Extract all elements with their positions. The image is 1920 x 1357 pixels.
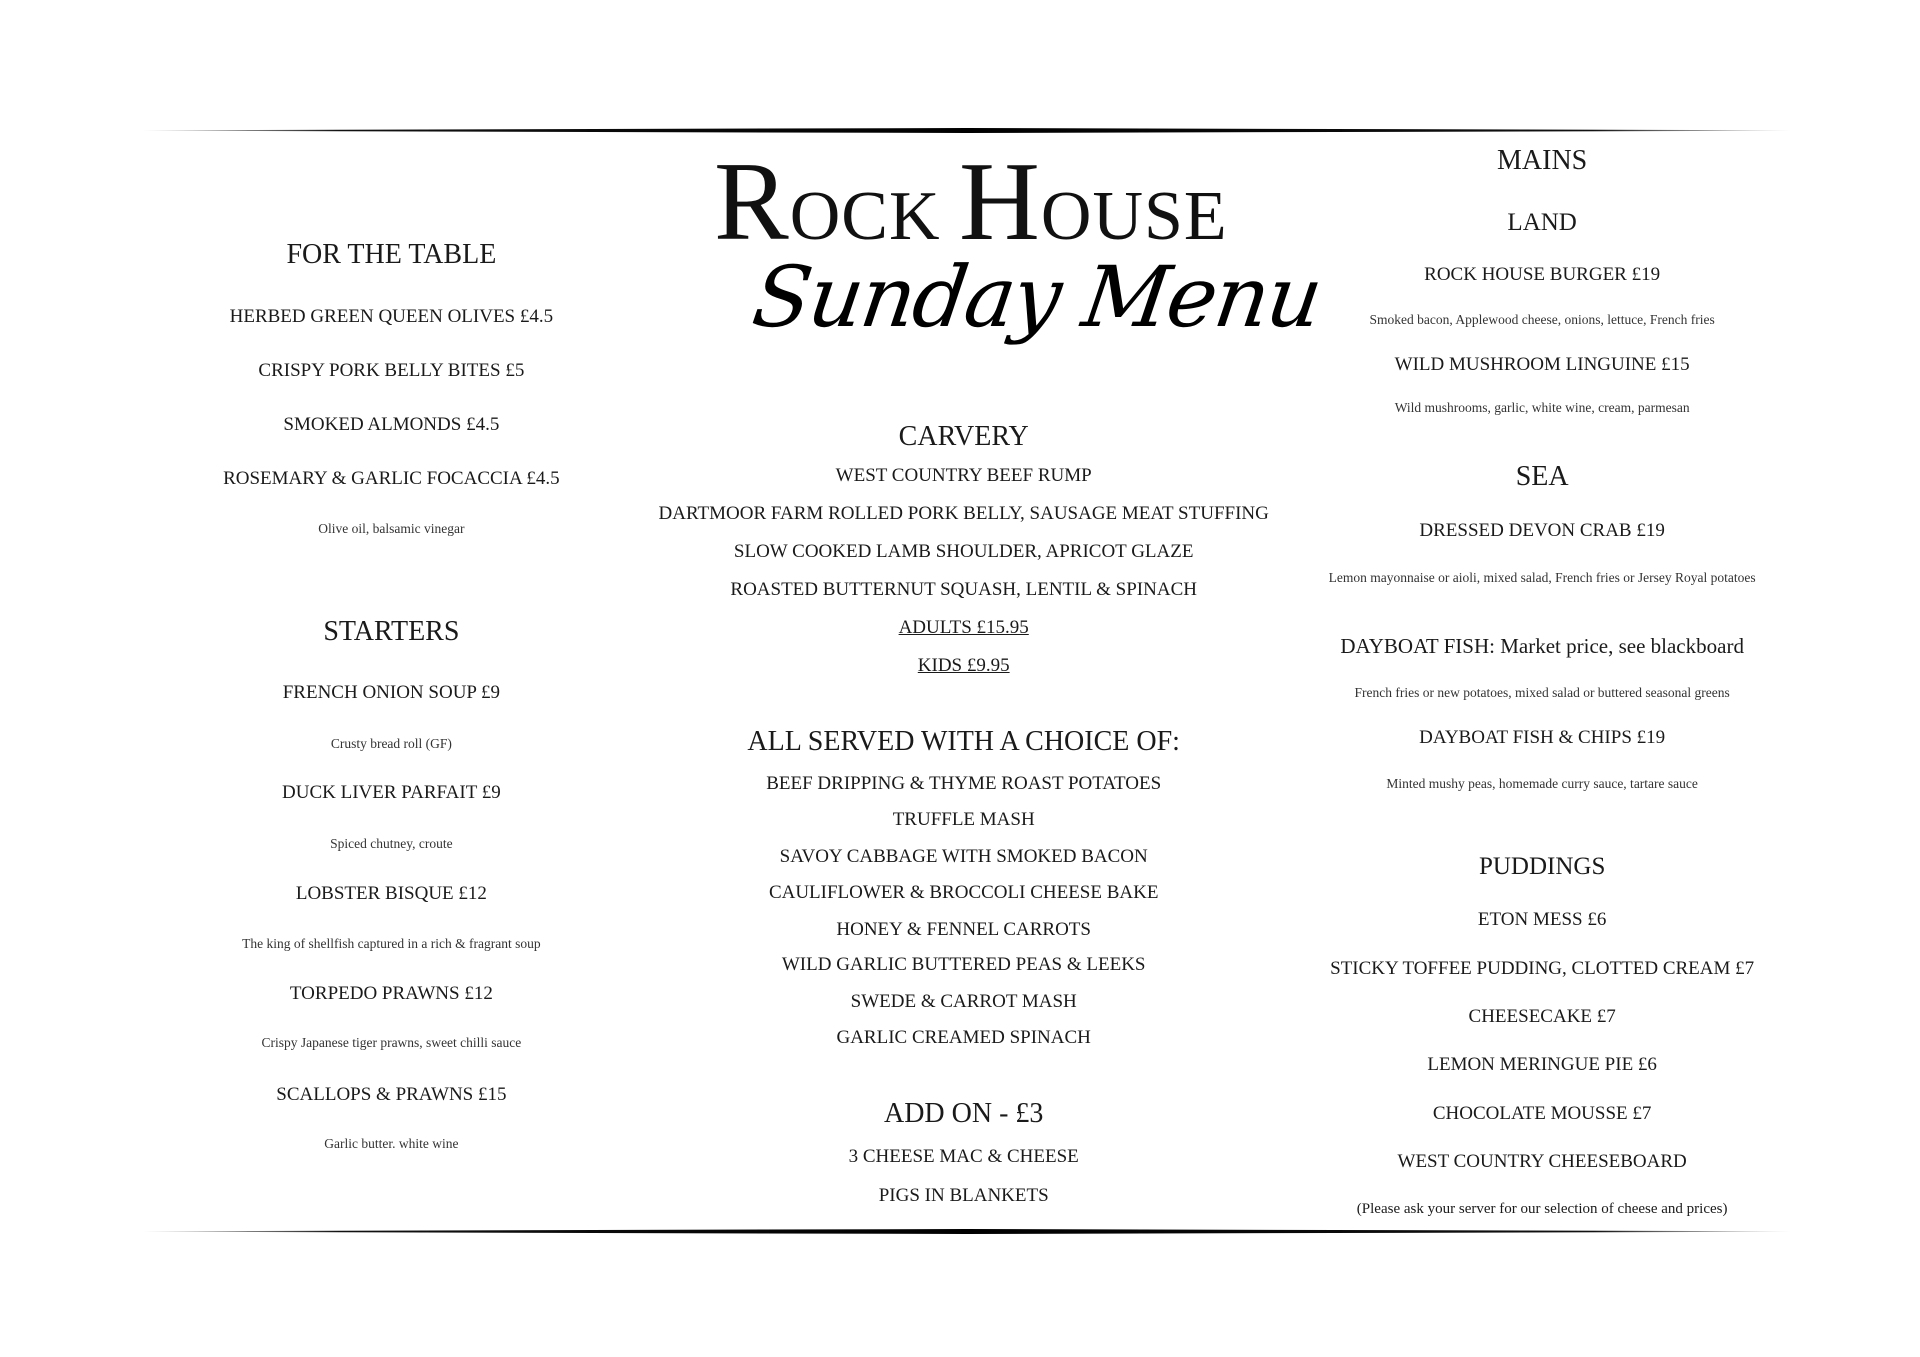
price-label: KIDS £9.95	[917, 655, 1010, 677]
menu-item: SAVOY CABBAGE WITH SMOKED BACON	[779, 846, 1148, 868]
section-heading: ALL SERVED WITH A CHOICE OF:	[747, 726, 1180, 758]
price-label: ADULTS £15.95	[898, 617, 1029, 639]
logo-wordmark: ROCK HOUSE	[714, 140, 1228, 264]
menu-item: 3 CHEESE MAC & CHEESE	[848, 1146, 1079, 1168]
subsection-heading: PUDDINGS	[1478, 853, 1606, 881]
menu-item: HONEY & FENNEL CARROTS	[836, 918, 1091, 940]
item-description: Garlic butter. white wine	[324, 1136, 459, 1152]
item-description: Spiced chutney, croute	[330, 835, 453, 851]
item-description: Minted mushy peas, homemade curry sauce, tartare sauce	[1386, 775, 1698, 791]
menu-item: ETON MESS £6	[1477, 908, 1607, 930]
menu-item: WILD MUSHROOM LINGUINE £15	[1394, 353, 1690, 375]
menu-item: ROCK HOUSE BURGER £19	[1424, 263, 1661, 285]
menu-item: SMOKED ALMONDS £4.5	[283, 414, 500, 436]
section-heading: MAINS	[1497, 145, 1588, 177]
menu-item: BEEF DRIPPING & THYME ROAST POTATOES	[766, 773, 1162, 795]
item-description: Lemon mayonnaise or aioli, mixed salad, French fries or Jersey Royal potatoes	[1328, 569, 1756, 585]
item-description: Smoked bacon, Applewood cheese, onions, lettuce, French fries	[1369, 311, 1715, 327]
section-heading: FOR THE TABLE	[286, 238, 497, 270]
menu-item: DARTMOOR FARM ROLLED PORK BELLY, SAUSAGE MEAT STUFFING	[658, 502, 1269, 524]
footnote: (Please ask your server for our selection of cheese and prices)	[1356, 1200, 1728, 1217]
item-description: Crispy Japanese tiger prawns, sweet chilli sauce	[261, 1035, 522, 1051]
menu-item: CRISPY PORK BELLY BITES £5	[258, 359, 525, 381]
menu-item: DAYBOAT FISH: Market price, see blackboard	[1340, 634, 1744, 659]
top-divider	[142, 128, 1791, 133]
logo-subtitle: Sunday Menu	[747, 248, 1327, 346]
menu-item: CHEESECAKE £7	[1468, 1006, 1616, 1028]
bottom-divider	[142, 1229, 1791, 1234]
menu-item: STICKY TOFFEE PUDDING, CLOTTED CREAM £7	[1330, 958, 1755, 980]
menu-item: TRUFFLE MASH	[892, 809, 1035, 831]
subsection-heading: LAND	[1507, 208, 1577, 236]
item-description: The king of shellfish captured in a rich & fragrant soup	[242, 935, 541, 951]
menu-item: FRENCH ONION SOUP £9	[282, 682, 501, 704]
menu-item: WEST COUNTRY CHEESEBOARD	[1397, 1151, 1687, 1173]
menu-item: SWEDE & CARROT MASH	[850, 991, 1077, 1013]
rock-house-logo	[714, 138, 1327, 408]
menu-item: ROASTED BUTTERNUT SQUASH, LENTIL & SPINACH	[730, 578, 1197, 600]
section-heading: SEA	[1515, 461, 1569, 493]
menu-item: ROSEMARY & GARLIC FOCACCIA £4.5	[223, 468, 560, 490]
menu-item: DAYBOAT FISH & CHIPS £19	[1419, 726, 1666, 748]
item-description: Wild mushrooms, garlic, white wine, cream, parmesan	[1394, 400, 1690, 416]
menu-item: WEST COUNTRY BEEF RUMP	[835, 464, 1092, 486]
section-heading: CARVERY	[898, 420, 1029, 452]
menu-item: DRESSED DEVON CRAB £19	[1419, 519, 1665, 541]
menu-item: WILD GARLIC BUTTERED PEAS & LEEKS	[781, 954, 1146, 976]
menu-item: HERBED GREEN QUEEN OLIVES £4.5	[229, 305, 554, 327]
menu-item: LOBSTER BISQUE £12	[295, 882, 487, 904]
section-heading: STARTERS	[323, 616, 460, 648]
menu-item: CAULIFLOWER & BROCCOLI CHEESE BAKE	[768, 881, 1159, 903]
menu-item: TORPEDO PRAWNS £12	[289, 982, 493, 1004]
menu-item: PIGS IN BLANKETS	[878, 1184, 1049, 1206]
menu-item: DUCK LIVER PARFAIT £9	[282, 782, 501, 804]
menu-item: CHOCOLATE MOUSSE £7	[1432, 1103, 1652, 1125]
menu-item: SCALLOPS & PRAWNS £15	[276, 1083, 507, 1105]
menu-item: GARLIC CREAMED SPINACH	[836, 1026, 1091, 1048]
item-description: Crusty bread roll (GF)	[330, 736, 452, 752]
item-description: Olive oil, balsamic vinegar	[318, 520, 465, 536]
section-heading: ADD ON - £3	[883, 1097, 1044, 1129]
item-description: French fries or new potatoes, mixed salad or buttered seasonal greens	[1354, 684, 1730, 700]
menu-item: SLOW COOKED LAMB SHOULDER, APRICOT GLAZE	[733, 540, 1194, 562]
menu-item: LEMON MERINGUE PIE £6	[1427, 1054, 1657, 1076]
